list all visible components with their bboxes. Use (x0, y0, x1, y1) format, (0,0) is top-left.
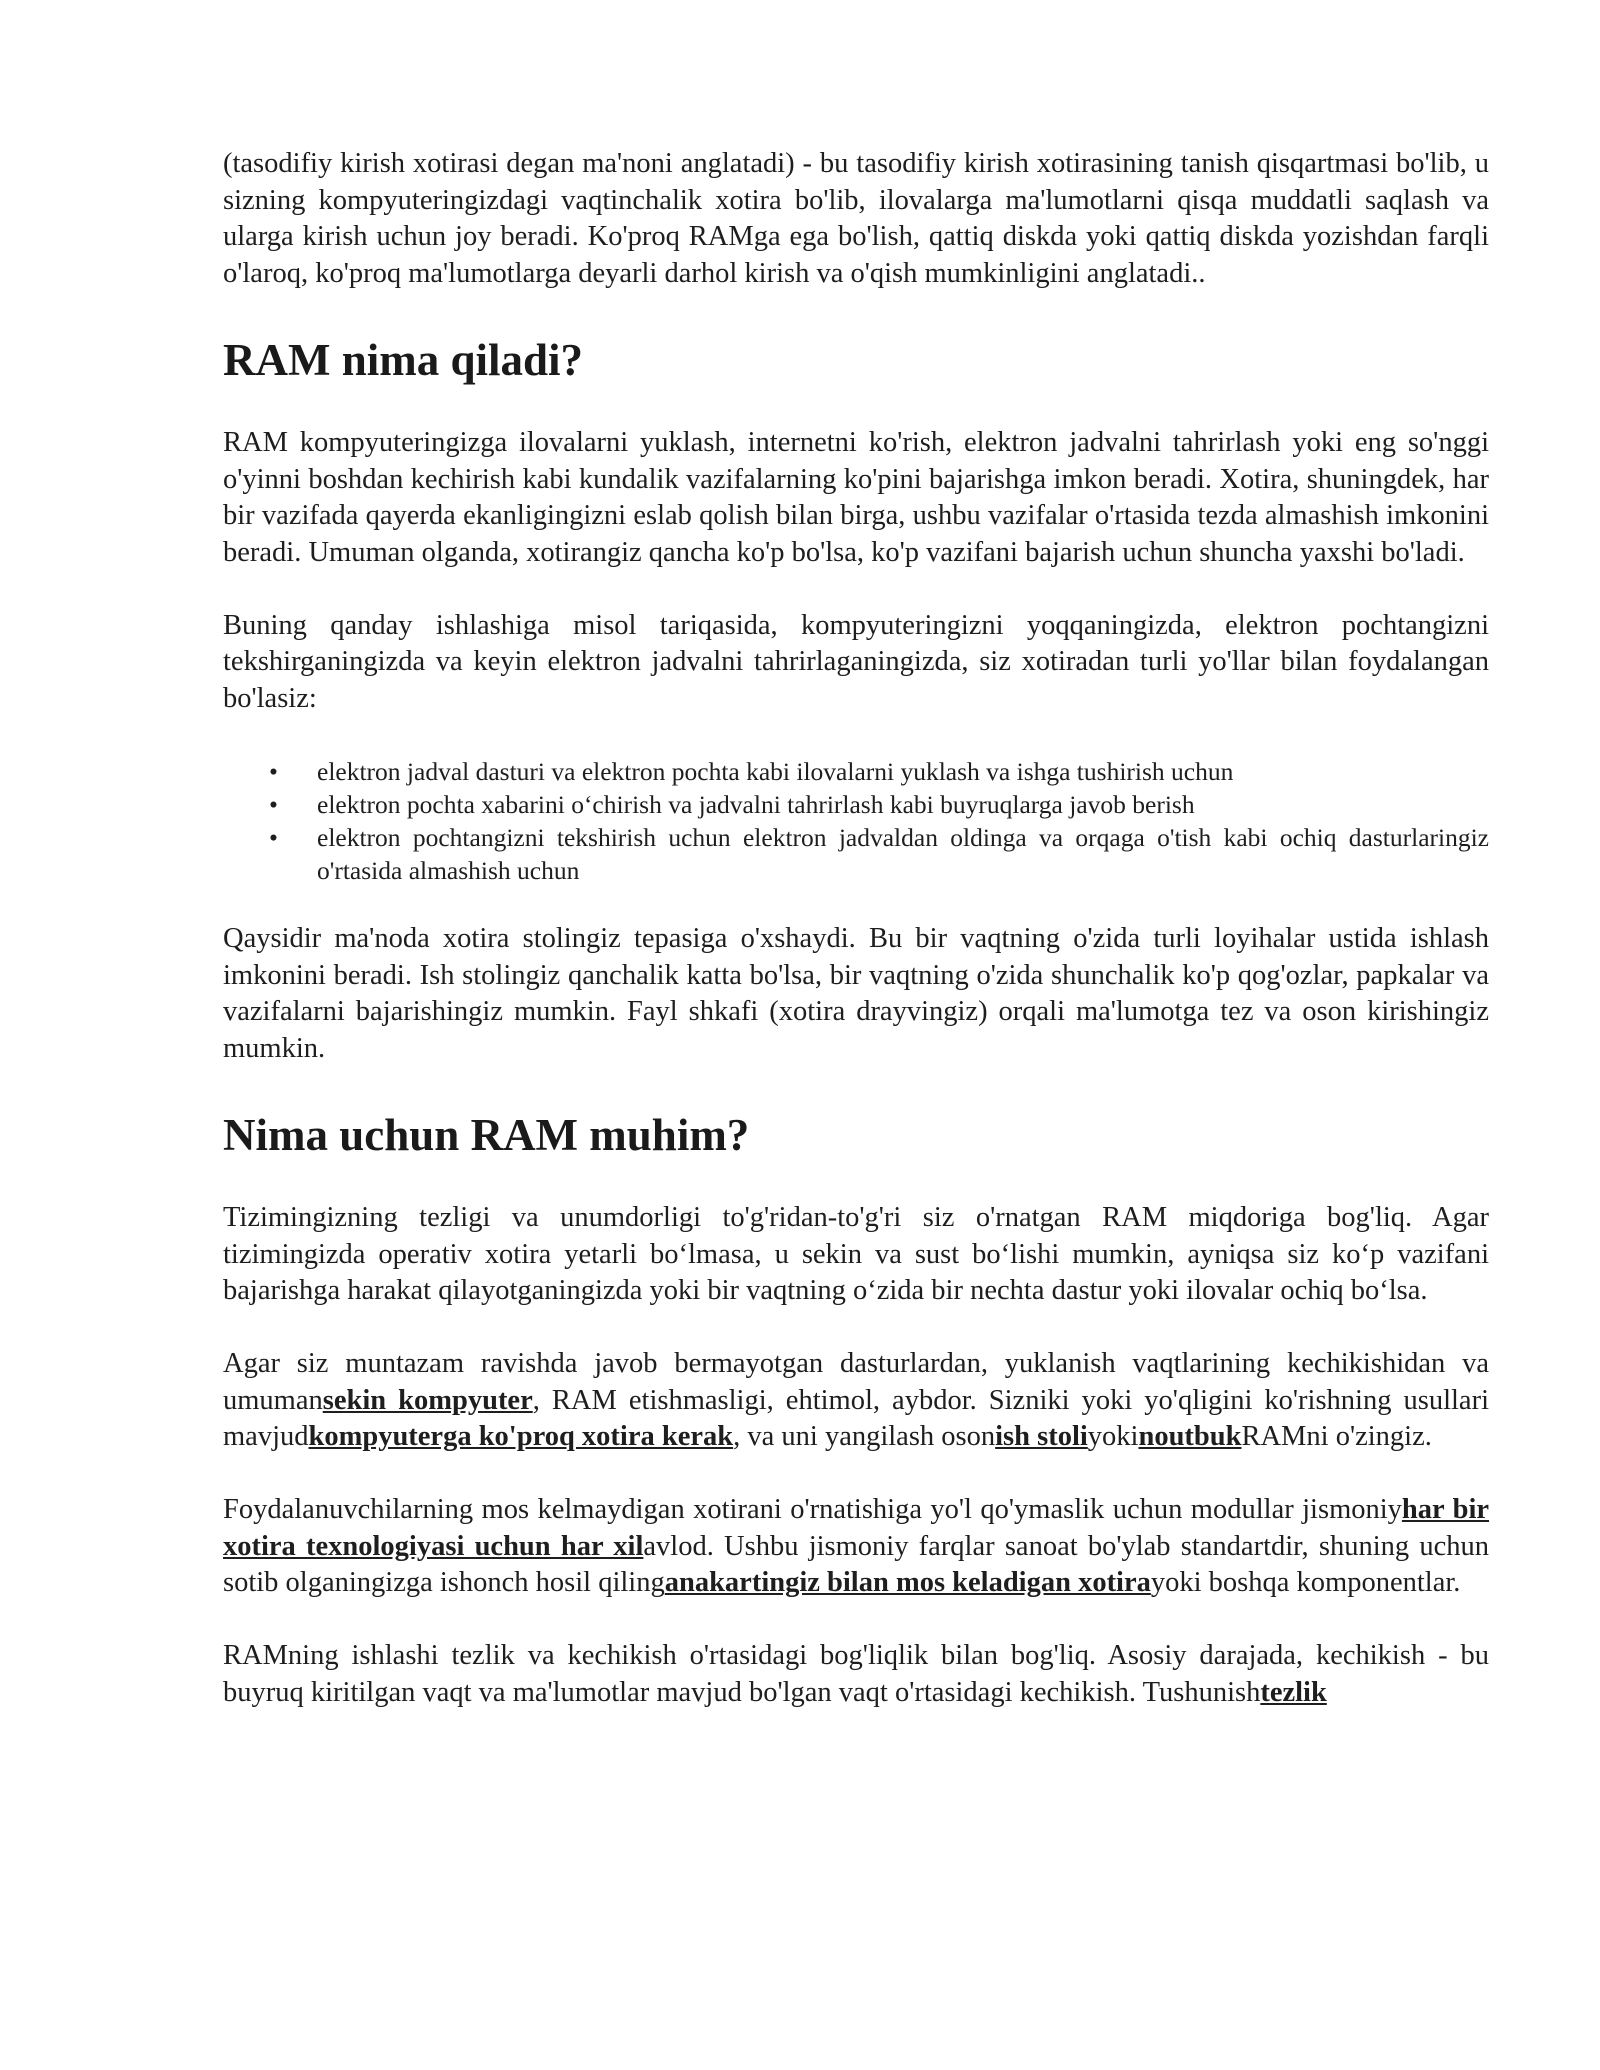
bullet-icon: • (269, 757, 278, 786)
latency-paragraph (223, 1638, 1489, 1711)
ram-tasks-paragraph: RAM kompyuteringizga ilovalarni yuklash, internetni ko'rish, elektron jadvalni tahrirlash yoki eng so'nggi o'yinni boshdan kechirish kabi kundalik vazifalarning ko'pini bajarishga imkon beradi. Xotira, shuningdek, har bir vazifada qayerda ekanligingizni eslab qolish bilan birga, ushbu vazifalar o'rtasida tezda almashish imkonini beradi. Umuman olganda, xotirangiz qancha ko'p bo'lsa, ko'p vazifani bajarish uchun shuncha yaxshi bo'ladi. (223, 427, 1489, 568)
paragraph-text: Agar siz muntazam ravishda javob bermayotgan dasturlardan, yuklanish vaqtlarining kechikishidan va umuman (223, 1348, 1489, 1416)
paragraph-text: , RAM etishmasligi, ehtimol, aybdor. Sizniki yoki yo'qligini ko'rishning usullari mavjud (223, 1384, 1489, 1452)
more-memory-link[interactable]: kompyuterga ko'proq xotira kerak (308, 1421, 734, 1452)
slow-computer-link[interactable]: sekin kompyuter (322, 1384, 533, 1416)
heading-why-ram-matters: Nima uchun RAM muhim? (223, 1110, 750, 1160)
list-item-text: elektron pochtangizni tekshirish uchun elektron jadvaldan oldinga va orqaga o'tish kabi ochiq dasturlaringiz o'rtasida almashish uchun (317, 823, 1489, 885)
speed-link[interactable]: tezlik (1260, 1676, 1327, 1708)
paragraph-text: Foydalanuvchilarning mos kelmaydigan xotirani o'rnatishiga yo'l qo'ymaslik uchun modullar jismoniy (223, 1494, 1402, 1525)
slow-computer-paragraph (223, 1346, 1489, 1456)
compatible-memory-link[interactable]: anakartingiz bilan mos keladigan xotira (664, 1567, 1151, 1598)
speed-paragraph: Tizimingizning tezligi va unumdorligi to'g'ridan-to'g'ri siz o'rnatgan RAM miqdoriga bog'liq. Agar tizimingizda operativ xotira yetarli bo‘lmasa, u sekin va sust bo‘lishi mumkin, ayniqsa siz ko‘p vazifani bajarishga harakat qilayotganingizda yoki bir vaqtning o‘zida bir nechta dastur yoki ilovalar ochiq bo‘lsa. (223, 1202, 1489, 1306)
bullet-icon: • (269, 790, 278, 819)
laptop-link[interactable]: noutbuk (1138, 1421, 1242, 1452)
list-item-text: elektron pochta xabarini o‘chirish va jadvalni tahrirlash kabi buyruqlarga javob berish (317, 790, 1195, 819)
paragraph-text: yoki (1087, 1421, 1139, 1452)
example-paragraph: Buning qanday ishlashiga misol tariqasida, kompyuteringizni yoqqaningizda, elektron pochtangizni tekshirganingizda va keyin elektron jadvalni tahrirlaganingizda, siz xotiradan turli yo'llar bilan foydalangan bo'lasiz: (223, 609, 1489, 714)
bullet-icon: • (269, 823, 278, 852)
paragraph-text: avlod. Ushbu jismoniy farqlar sanoat bo'ylab standartdir, shuning uchun sotib olganingizga ishonch hosil qiling (223, 1530, 1489, 1598)
paragraph-text: RAMni o'zingiz. (1241, 1421, 1432, 1452)
memory-technology-link[interactable]: har bir xotira texnologiyasi uchun har xil (223, 1494, 1490, 1562)
list-item-text: elektron jadval dasturi va elektron pochta kabi ilovalarni yuklash va ishga tushirish uchun (317, 757, 1234, 786)
document-page (223, 146, 1489, 1711)
paragraph-text: yoki boshqa komponentlar. (1150, 1567, 1461, 1598)
list-item (223, 755, 1489, 788)
memory-usage-list (223, 755, 1489, 887)
paragraph-text: , va uni yangilash oson (733, 1421, 996, 1452)
intro-paragraph: (tasodifiy kirish xotirasi degan ma'noni anglatadi) - bu tasodifiy kirish xotirasining tanish qisqartmasi bo'lib, u sizning kompyuteringizdagi vaqtinchalik xotira bo'lib, ilovalarga ma'lumotlarni qisqa muddatli saqlash va ularga kirish uchun joy beradi. Ko'proq RAMga ega bo'lish, qattiq diskda yoki qattiq diskda yozishdan farqli o'laroq, ko'proq ma'lumotlarga deyarli darhol kirish va o'qish mumkinligini anglatadi.. (223, 148, 1489, 289)
compatibility-paragraph (223, 1492, 1489, 1602)
list-item (223, 821, 1489, 887)
desktop-link[interactable]: ish stoli (995, 1421, 1088, 1452)
paragraph-text: RAMning ishlashi tezlik va kechikish o'rtasidagi bog'liqlik bilan bog'liq. Asosiy darajada, kechikish - bu buyruq kiritilgan vaqt va ma'lumotlar mavjud bo'lgan vaqt o'rtasidagi kechikish. Tushunish (223, 1640, 1489, 1708)
heading-what-ram-does: RAM nima qiladi? (223, 335, 584, 385)
desk-analogy-paragraph: Qaysidir ma'noda xotira stolingiz tepasiga o'xshaydi. Bu bir vaqtning o'zida turli loyihalar ustida ishlash imkonini beradi. Ish stolingiz qanchalik katta bo'lsa, bir vaqtning o'zida shunchalik ko'p qog'ozlar, papkalar va vazifalarni bajarishingiz mumkin. Fayl shkafi (xotira drayvingiz) orqali ma'lumotga tez va oson kirishingiz mumkin. (223, 923, 1489, 1064)
list-item (223, 788, 1489, 821)
